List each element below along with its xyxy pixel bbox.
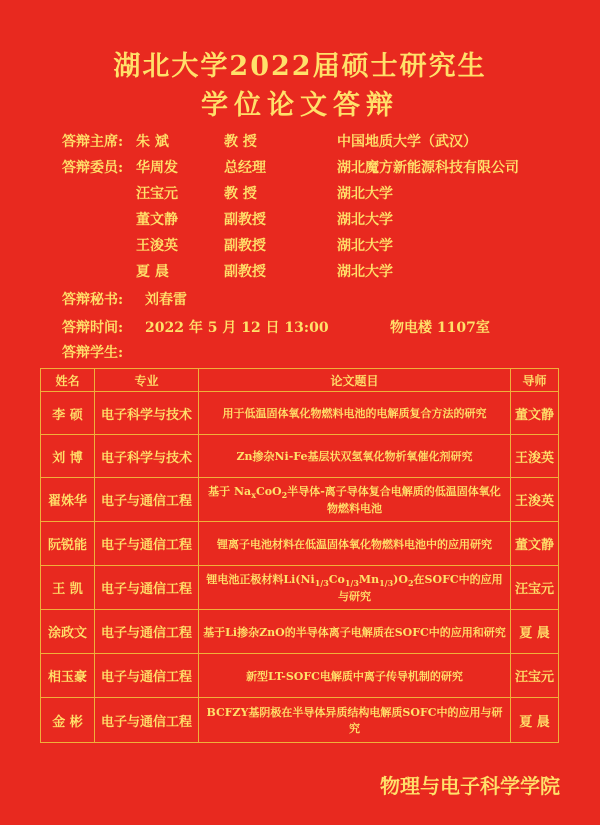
member-title: 副教授 bbox=[224, 238, 266, 254]
table-header-row bbox=[41, 369, 559, 392]
table-row bbox=[41, 610, 559, 654]
member-org: 湖北大学 bbox=[337, 238, 393, 254]
student-major: 电子与通信工程 bbox=[95, 566, 199, 610]
member-org: 湖北魔方新能源科技有限公司 bbox=[337, 160, 519, 176]
student-major: 电子与通信工程 bbox=[95, 654, 199, 698]
school-name: 物理与电子科学学院 bbox=[380, 774, 560, 798]
table-row bbox=[41, 522, 559, 566]
member-name: 董文静 bbox=[136, 212, 178, 228]
secretary-name: 刘春雷 bbox=[145, 292, 187, 308]
table-row bbox=[41, 478, 559, 522]
student-major: 电子与通信工程 bbox=[95, 610, 199, 654]
member-title: 总经理 bbox=[224, 160, 266, 176]
student-name: 阮锐能 bbox=[41, 522, 95, 566]
header-name: 姓名 bbox=[41, 369, 95, 392]
student-name: 相玉豪 bbox=[41, 654, 95, 698]
student-major: 电子与通信工程 bbox=[95, 698, 199, 743]
thesis-title: Zn掺杂Ni-Fe基层状双氢氧化物析氧催化剂研究 bbox=[199, 435, 511, 478]
student-name: 李 硕 bbox=[41, 392, 95, 435]
student-major: 电子科学与技术 bbox=[95, 435, 199, 478]
student-name: 金 彬 bbox=[41, 698, 95, 743]
member-name: 夏 晨 bbox=[136, 264, 169, 280]
chair-org: 中国地质大学（武汉） bbox=[337, 134, 477, 150]
defense-time: 2022 年 5 月 12 日 13:00 bbox=[145, 320, 329, 336]
chair-title: 教 授 bbox=[224, 134, 257, 150]
time-label: 答辩时间: bbox=[62, 320, 124, 336]
header-major: 专业 bbox=[95, 369, 199, 392]
member-org: 湖北大学 bbox=[337, 186, 393, 202]
member-name: 汪宝元 bbox=[136, 186, 178, 202]
table-row bbox=[41, 698, 559, 743]
title-line-2: 学位论文答辩 bbox=[201, 90, 399, 121]
student-major: 电子与通信工程 bbox=[95, 522, 199, 566]
tutor-name: 董文静 bbox=[511, 522, 559, 566]
thesis-title: 新型LT-SOFC电解质中离子传导机制的研究 bbox=[199, 654, 511, 698]
table-row bbox=[41, 435, 559, 478]
student-name: 刘 博 bbox=[41, 435, 95, 478]
tutor-name: 董文静 bbox=[511, 392, 559, 435]
member-title: 教 授 bbox=[224, 186, 257, 202]
tutor-name: 汪宝元 bbox=[511, 654, 559, 698]
member-name: 华周发 bbox=[136, 160, 178, 176]
student-name: 翟姝华 bbox=[41, 478, 95, 522]
students-table bbox=[40, 368, 559, 743]
chair-label: 答辩主席: bbox=[62, 134, 124, 150]
student-name: 王 凯 bbox=[41, 566, 95, 610]
student-major: 电子科学与技术 bbox=[95, 392, 199, 435]
member-org: 湖北大学 bbox=[337, 212, 393, 228]
thesis-title: BCFZY基阴极在半导体异质结构电解质SOFC中的应用与研究 bbox=[199, 698, 511, 743]
secretary-label: 答辩秘书: bbox=[62, 292, 124, 308]
table-row bbox=[41, 392, 559, 435]
defense-location: 物电楼 1107室 bbox=[390, 320, 490, 336]
thesis-title: 锂离子电池材料在低温固体氧化物燃料电池中的应用研究 bbox=[199, 522, 511, 566]
student-name: 涂政文 bbox=[41, 610, 95, 654]
student-major: 电子与通信工程 bbox=[95, 478, 199, 522]
member-org: 湖北大学 bbox=[337, 264, 393, 280]
members-label: 答辩委员: bbox=[62, 160, 124, 176]
header-tutor: 导师 bbox=[511, 369, 559, 392]
tutor-name: 王浚英 bbox=[511, 435, 559, 478]
chair-name: 朱 斌 bbox=[136, 134, 169, 150]
tutor-name: 王浚英 bbox=[511, 478, 559, 522]
member-title: 副教授 bbox=[224, 212, 266, 228]
table-row bbox=[41, 566, 559, 610]
title-line-1: 湖北大学2022届硕士研究生 bbox=[113, 51, 487, 82]
member-name: 王浚英 bbox=[136, 238, 178, 254]
thesis-title: 基于Li掺杂ZnO的半导体离子电解质在SOFC中的应用和研究 bbox=[199, 610, 511, 654]
member-title: 副教授 bbox=[224, 264, 266, 280]
thesis-title: 锂电池正极材料$Li(Ni_{1/3}Co_{1/3}Mn_{1/3})O_2$在SOFC中的应用与研究 bbox=[199, 566, 511, 610]
thesis-title: 基于 $Na_xCoO_2$半导体-离子导体复合电解质的低温固体氧化物燃料电池 bbox=[199, 478, 511, 522]
tutor-name: 汪宝元 bbox=[511, 566, 559, 610]
table-row bbox=[41, 654, 559, 698]
tutor-name: 夏 晨 bbox=[511, 610, 559, 654]
tutor-name: 夏 晨 bbox=[511, 698, 559, 743]
students-label: 答辩学生: bbox=[62, 345, 124, 361]
thesis-title: 用于低温固体氧化物燃料电池的电解质复合方法的研究 bbox=[199, 392, 511, 435]
header-thesis: 论文题目 bbox=[199, 369, 511, 392]
